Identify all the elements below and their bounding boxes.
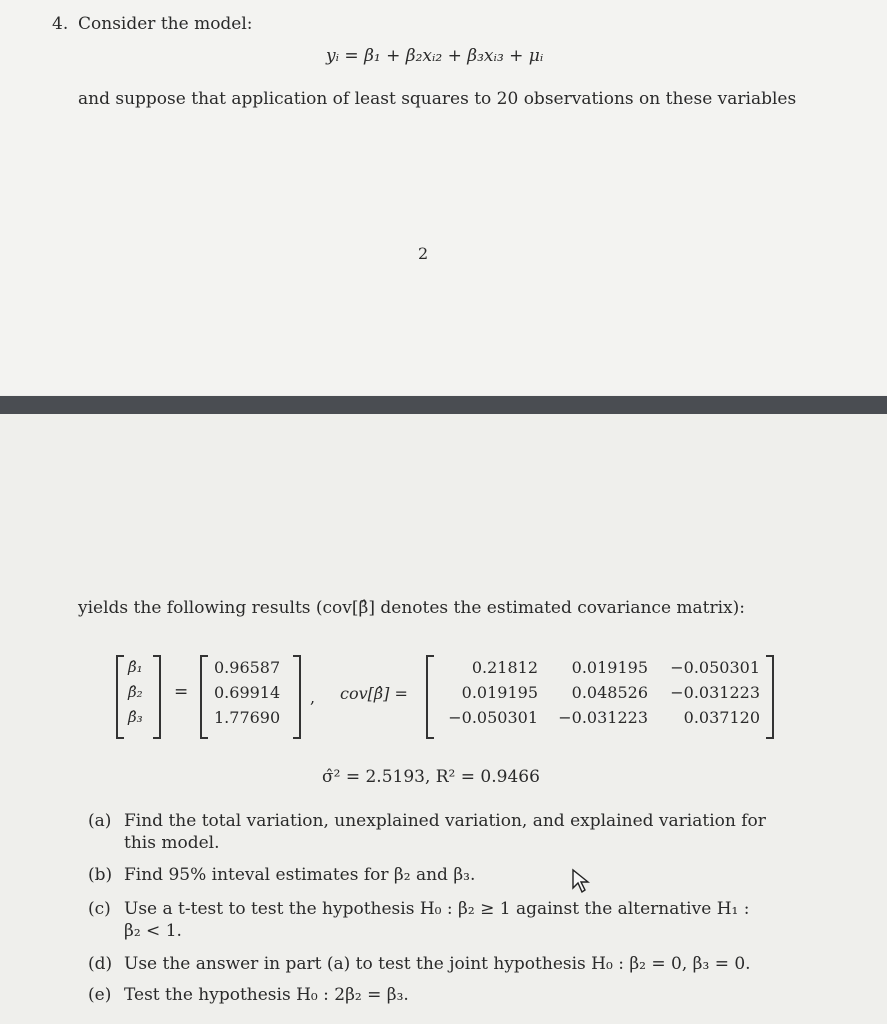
beta-label-3: β̂₃ (128, 708, 143, 726)
sigma-r2-line: σ̂² = 2.5193, R² = 0.9466 (322, 767, 540, 787)
beta-value-2: 0.69914 (214, 683, 281, 702)
intro-line-2: and suppose that application of least squares to 20 observations on these variables (78, 89, 797, 109)
beta-right-bracket (153, 655, 161, 739)
equals-sign: = (174, 682, 189, 702)
part-a-label: (a) (88, 811, 112, 831)
part-a-text: Find the total variation, unexplained variation, and explained variation for (124, 811, 766, 831)
page-divider-bar (0, 396, 887, 414)
value-right-bracket (293, 655, 301, 739)
part-e-label: (e) (88, 985, 112, 1005)
cov-cell: −0.031223 (670, 683, 760, 702)
results-intro: yields the following results (cov[β̂] denotes the estimated covariance matrix): (78, 598, 746, 618)
beta-label-1: β̂₁ (128, 658, 143, 676)
cov-label: cov[β̂] = (340, 684, 408, 703)
comma: , (310, 688, 316, 707)
beta-label-2: β̂₂ (128, 683, 143, 701)
cov-cell: −0.050301 (448, 708, 538, 727)
part-c-label: (c) (88, 899, 111, 919)
cov-cell: 0.21812 (471, 658, 538, 677)
cov-right-bracket (766, 655, 774, 739)
part-b-label: (b) (88, 865, 113, 885)
part-d-text: Use the answer in part (a) to test the joint hypothesis H₀ : β₂ = 0, β₃ = 0. (124, 954, 751, 974)
cov-cell: 0.019195 (571, 658, 648, 677)
cov-cell: 0.037120 (683, 708, 760, 727)
beta-value-1: 0.96587 (214, 658, 281, 677)
cov-cell: −0.031223 (558, 708, 648, 727)
cov-cell: −0.050301 (670, 658, 760, 677)
question-number: 4. (52, 14, 69, 34)
cov-left-bracket (426, 655, 434, 739)
cov-cell: 0.048526 (571, 683, 648, 702)
intro-text: Consider the model: (78, 14, 253, 34)
mouse-pointer-icon (570, 868, 592, 894)
page-number: 2 (418, 244, 429, 263)
beta-left-bracket (116, 655, 124, 739)
part-a-text-cont: this model. (124, 833, 220, 853)
part-b-text: Find 95% inteval estimates for β₂ and β₃. (124, 865, 476, 885)
value-left-bracket (200, 655, 208, 739)
part-e-text: Test the hypothesis H₀ : 2β₂ = β₃. (124, 985, 409, 1005)
model-equation: yᵢ = β₁ + β₂xᵢ₂ + β₃xᵢ₃ + μᵢ (326, 46, 544, 66)
part-d-label: (d) (88, 954, 113, 974)
cov-cell: 0.019195 (461, 683, 538, 702)
beta-value-3: 1.77690 (214, 708, 281, 727)
part-c-text: Use a t-test to test the hypothesis H₀ : β₂ ≥ 1 against the alternative H₁ : (124, 899, 750, 919)
part-c-text-cont: β₂ < 1. (124, 921, 182, 941)
